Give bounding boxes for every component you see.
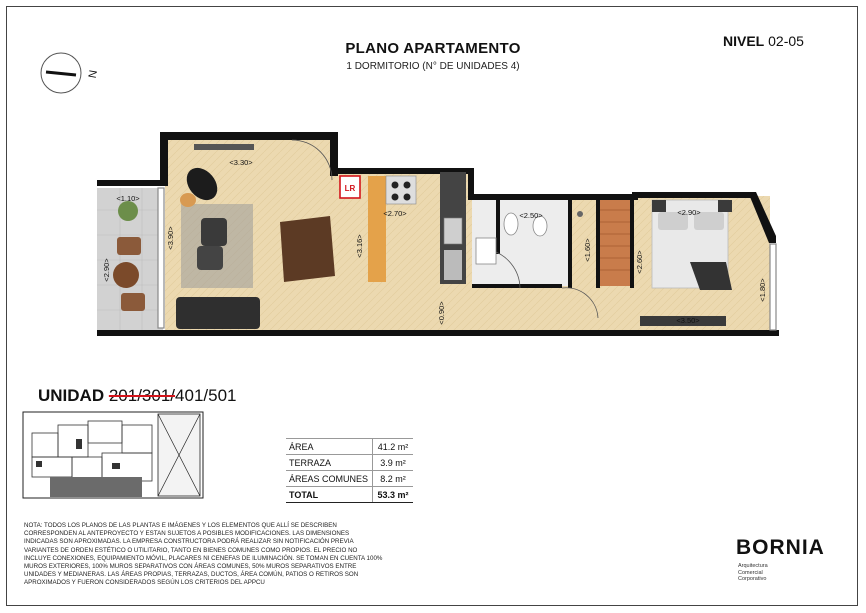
wall: [160, 132, 338, 140]
shower-drain: [577, 211, 583, 217]
area-label: TERRAZA: [286, 455, 373, 471]
area-value: 3.9 m²: [373, 455, 414, 471]
dim-terrace-side: <2.90>: [102, 258, 111, 282]
dim-kitchen-side: <3.16>: [355, 234, 364, 258]
wall: [97, 330, 779, 336]
brand-tagline: [738, 563, 818, 583]
total-label: TOTAL: [286, 487, 373, 503]
key-plan: [22, 411, 204, 499]
level-value: 02-05: [768, 33, 804, 49]
sink: [444, 218, 462, 244]
unit-struck-numbers: 201/301/: [108, 386, 176, 405]
dim-kitchen-top: <2.70>: [383, 209, 407, 218]
unit-label: UNIDAD: [38, 386, 105, 405]
highlighted-unit: [50, 477, 142, 497]
nightstand: [652, 200, 666, 212]
total-value: 53.3 m²: [373, 487, 414, 503]
dim-bed-top: <2.90>: [677, 208, 701, 217]
compass-label: N: [86, 69, 100, 80]
terrace-chair: [117, 237, 141, 255]
appliance-label: LR: [344, 184, 356, 193]
cooktop: [386, 176, 416, 204]
page-subtitle: 1 DORMITORIO (N° DE UNIDADES 4): [346, 61, 520, 72]
dim-closet: <2.60>: [635, 250, 644, 274]
area-table: [286, 438, 413, 503]
level-label: NIVEL: [723, 33, 765, 49]
window: [770, 244, 776, 330]
dim-bed-side: <1.80>: [758, 278, 767, 302]
dim-bath-top: <2.50>: [519, 211, 543, 220]
dim-living-side: <3.90>: [166, 226, 175, 250]
sofa: [176, 297, 260, 329]
closet: [600, 198, 630, 286]
page-title: PLANO APARTAMENTO: [345, 40, 521, 57]
kitchen-counter-wood: [368, 176, 386, 282]
window: [158, 188, 164, 328]
dining-table: [280, 216, 335, 282]
brand-line: Comercial: [738, 569, 763, 576]
wall: [596, 196, 600, 288]
ottoman: [197, 246, 223, 270]
table-row: [286, 471, 413, 487]
wall: [468, 194, 638, 200]
terrace-table: [113, 262, 139, 288]
toilet: [504, 213, 518, 235]
brand-logo: BORNIA: [736, 536, 825, 559]
wall: [468, 168, 474, 198]
area-value: 8.2 m²: [373, 471, 414, 487]
disclaimer-note: NOTA: TODOS LOS PLANOS DE LAS PLANTAS E IMÁGENES Y LOS ELEMENTOS QUE ALLÍ SE DESCRIBEN CORRESPONDEN AL ANTEPROYECTO Y ESTAN SUJETOS A POSIBLES MODIFICACIONES. LAS DIMENSIONES INDICADAS SON APROXIMADAS. LA EMPRESA CONSTRUCTORA PODRÁ REALIZAR SIN NOTIFICACIÓN PREVIA VARIANTES DE ORDEN ESTÉTICO O UTILITARIO, TANTO EN BIENES COMUNES COMO PROPIOS. EL PRECIO NO INCLUYE CONEXIONES, EQUIPAMIENTO MÓVIL, PLACARES NI CENEFAS DE ILUMINACIÓN. SE TOMAN EN CUENTA 100% MUROS EXTERIORES, 100% MUROS SEPARATIVOS CON ÁREAS COMUNES, 50% MUROS SEPARATIVOS ENTRE UNIDADES Y MEDIANERAS. LAS ÁREAS PROPIAS, TERRAZAS, DUCTOS, ÁREA COMÚN, PATIOS O RETIROS SON APROXIMADOS Y FUERON CONSIDERADOS SEGÚN LOS CRITERIOS DEL APPCU: [24, 522, 383, 587]
table-row: [286, 439, 413, 455]
fridge: [444, 250, 462, 280]
wall: [630, 196, 634, 288]
basin: [476, 238, 496, 264]
wall: [632, 192, 752, 198]
wall: [568, 196, 572, 288]
table-row: [286, 455, 413, 471]
tv-console: [194, 144, 254, 150]
dim-bed-bottom: <3.50>: [676, 316, 700, 325]
unit-heading: [38, 386, 236, 406]
area-label: ÁREA: [286, 439, 373, 455]
nightstand: [718, 200, 732, 212]
armchair: [201, 218, 227, 246]
dim-hall: <0.90>: [437, 301, 446, 325]
wall: [472, 284, 562, 288]
area-label: ÁREAS COMUNES: [286, 471, 373, 487]
dim-terrace-top: <1.10>: [116, 194, 140, 203]
plant: [118, 201, 138, 221]
dim-bath-side: <1.60>: [583, 238, 592, 262]
wall: [160, 132, 168, 182]
terrace-chair: [121, 293, 145, 311]
total-row: [286, 487, 413, 503]
brand-line: Corporativo: [738, 576, 767, 582]
wall: [496, 196, 500, 254]
dim-living-top: <3.30>: [229, 158, 253, 167]
side-table: [180, 193, 196, 207]
area-value: 41.2 m²: [373, 439, 414, 455]
brand-line: Arquitectura: [738, 563, 768, 569]
wall: [97, 180, 168, 186]
unit-active-numbers: 401/501: [175, 386, 237, 405]
